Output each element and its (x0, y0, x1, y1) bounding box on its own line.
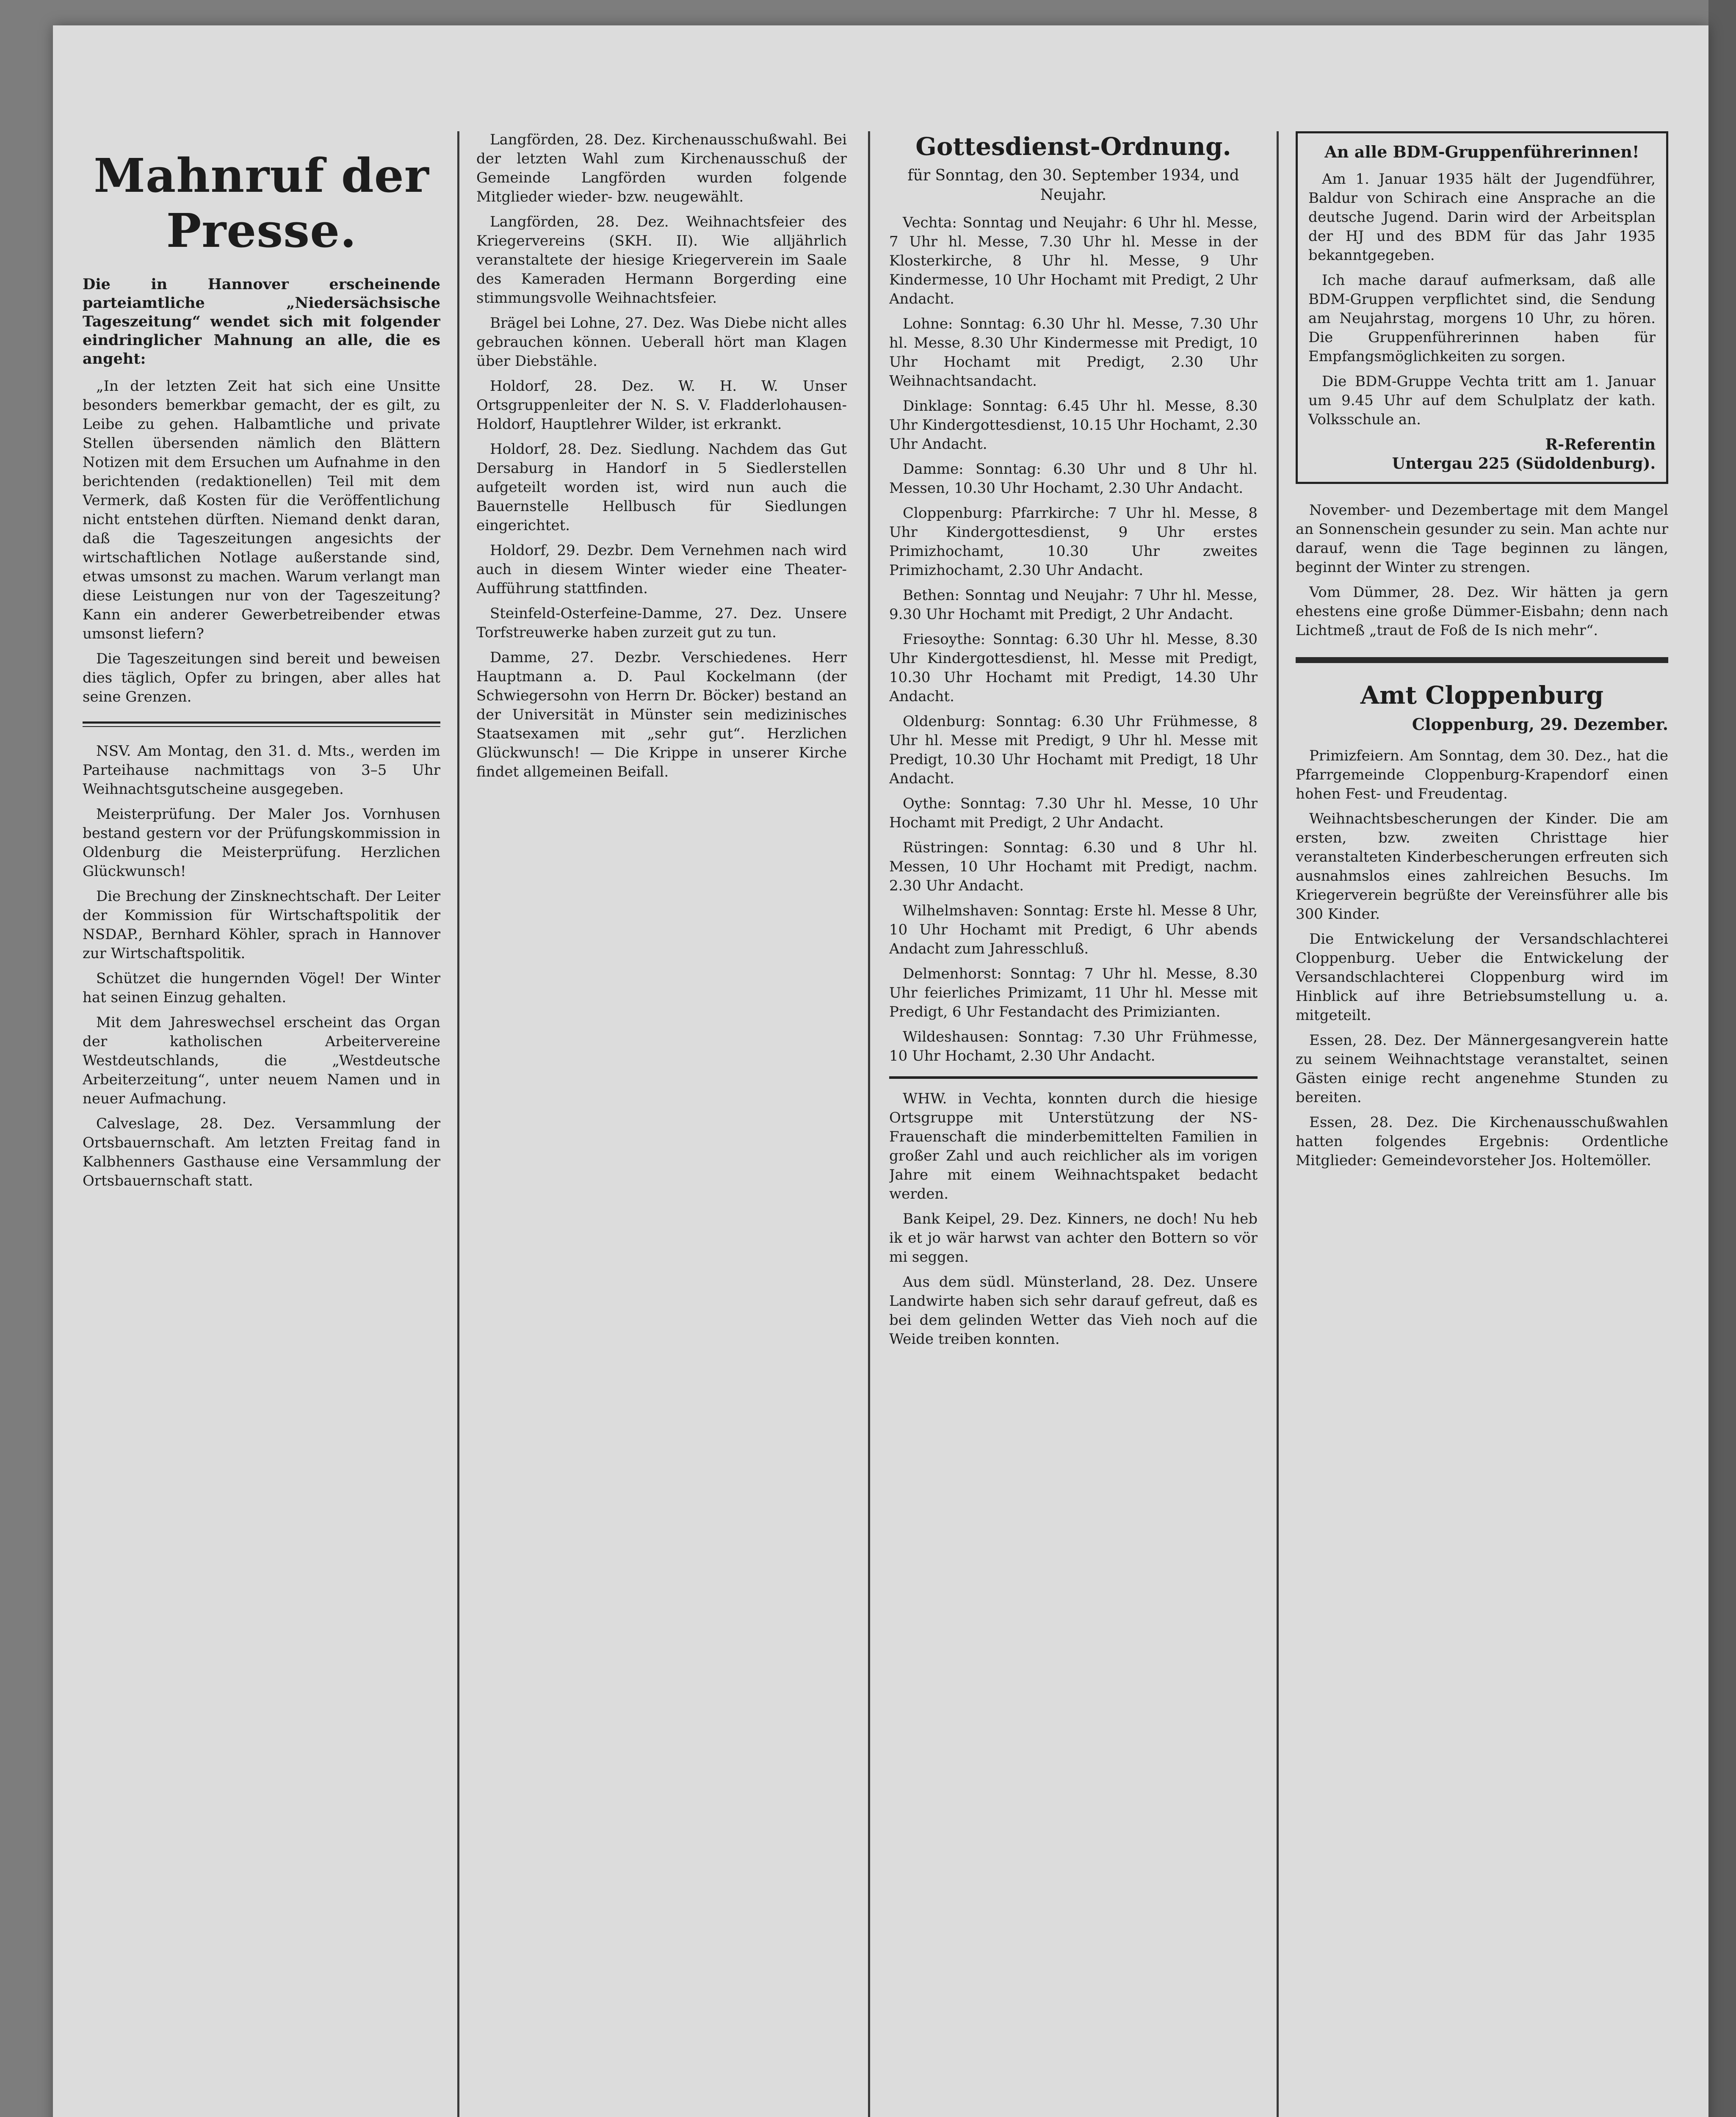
service-entry: Friesoythe: Sonntag: 6.30 Uhr hl. Messe, 8.30 Uhr Kindergottesdienst, hl. Messe mit Predigt, 10.30 Uhr Hochamt mit Predigt, 14.30 Uhr Andacht. (889, 631, 1258, 705)
service-entry: Rüstringen: Sonntag: 6.30 und 8 Uhr hl. Messen, 10 Uhr Hochamt mit Predigt, nachm. 2.30 Uhr Andacht. (889, 839, 1258, 894)
column-rule (457, 131, 459, 2117)
column-3 (889, 123, 1258, 2117)
section-divider (889, 1076, 1258, 1079)
news-item: Holdorf, 29. Dezbr. Dem Vernehmen nach wird auch in diesem Winter wieder eine Theater-Aufführung stattfinden. (476, 542, 847, 597)
news-item: Mit dem Jahreswechsel erscheint das Organ der katholischen Arbeitervereine Westdeutschlands, die „Westdeutsche Arbeiterzeitung“, unter neuem Namen und in neuer Aufmachung. (83, 1014, 440, 1107)
page-edge-shadow (1708, 0, 1736, 2117)
news-item: Die Brechung der Zinsknechtschaft. Der Leiter der Kommission für Wirtschaftspolitik der NSDAP., Bernhard Köhler, sprach in Hannover zur Wirtschaftspolitik. (83, 888, 440, 962)
heading-gottesdienst: Gottesdienst-Ordnung. (915, 132, 1231, 161)
column-1 (83, 123, 440, 2117)
dateline: Cloppenburg, 29. Dezember. (1412, 715, 1668, 734)
news-item: Damme, 27. Dezbr. Verschiedenes. Herr Hauptmann a. D. Paul Kockelmann (der Schwiegersohn von Herrn Dr. Böcker) bestand an der Universität in Münster sein medizinisches Staatsexamen mit „sehr gut“. Herzlichen Glückwunsch! — Die Krippe in unserer Kirche findet allgemeinen Beifall. (476, 649, 847, 780)
service-entry: Damme: Sonntag: 6.30 Uhr und 8 Uhr hl. Messen, 10.30 Uhr Hochamt, 2.30 Uhr Andacht. (889, 461, 1258, 497)
article-paragraph: „In der letzten Zeit hat sich eine Unsitte besonders bemerkbar gemacht, der es gilt, zu Leibe zu gehen. Halbamtliche und private Stellen übersenden nämlich den Blättern Notizen mit dem Ersuchen um Aufnahme in den berichtenden (redaktionellen) Teil mit dem Vermerk, daß Kosten für die Veröffentlichung nicht entstehen dürften. Niemand denkt daran, daß die Tageszeitungen angesichts der wirtschaftlichen Notlage außerstande sind, etwas umsonst zu machen. Warum verlangt man diese Leistungen nur von der Tageszeitung? Kann ein anderer Gewerbetreibender etwas umsonst liefern? (83, 378, 440, 642)
heading-amt-cloppenburg: Amt Cloppenburg (1360, 681, 1604, 710)
service-entry: Oldenburg: Sonntag: 6.30 Uhr Frühmesse, 8 Uhr hl. Messe mit Predigt, 9 Uhr hl. Messe mit Predigt, 10.30 Uhr Hochamt mit Predigt, 18 Uhr Andacht. (889, 713, 1258, 787)
news-item: Essen, 28. Dez. Die Kirchenausschußwahlen hatten folgendes Ergebnis: Ordentliche Mitglieder: Gemeindevorsteher Jos. Holtemöller. (1296, 1114, 1668, 1169)
service-entry: Wilhelmshaven: Sonntag: Erste hl. Messe 8 Uhr, 10 Uhr Hochamt mit Predigt, 6 Uhr abends Andacht zum Jahresschluß. (889, 902, 1258, 957)
news-item: Steinfeld-Osterfeine-Damme, 27. Dez. Unsere Torfstreuwerke haben zurzeit gut zu tun. (476, 605, 847, 641)
news-item: Essen, 28. Dez. Der Männergesangverein hatte zu seinem Weihnachtstage veranstaltet, seinen Gästen einige recht angenehme Stunden zu bereiten. (1296, 1032, 1668, 1106)
service-entry: Dinklage: Sonntag: 6.45 Uhr hl. Messe, 8.30 Uhr Kindergottesdienst, 10.15 Uhr Hochamt, 2.30 Uhr Andacht. (889, 398, 1258, 453)
news-item: Die Entwickelung der Versandschlachterei Cloppenburg. Ueber die Entwickelung der Versandschlachterei Cloppenburg wird im Hinblick auf ihre Betriebsumstellung u. a. mitgeteilt. (1296, 931, 1668, 1024)
column-4 (1296, 123, 1668, 2117)
section-divider (1296, 657, 1668, 663)
news-item: Schützet die hungernden Vögel! Der Winter hat seinen Einzug gehalten. (83, 970, 440, 1006)
service-entry: Wildeshausen: Sonntag: 7.30 Uhr Frühmesse, 10 Uhr Hochamt, 2.30 Uhr Andacht. (889, 1028, 1258, 1064)
article-paragraph: Die Tageszeitungen sind bereit und beweisen dies täglich, Opfer zu bringen, aber alles hat seine Grenzen. (83, 650, 440, 705)
service-entry: Oythe: Sonntag: 7.30 Uhr hl. Messe, 10 Uhr Hochamt mit Predigt, 2 Uhr Andacht. (889, 795, 1258, 831)
news-item: Bank Keipel, 29. Dez. Kinners, ne doch! Nu heb ik et jo wär harwst van achter den Bottern so vör mi seggen. (889, 1211, 1258, 1266)
news-item: Langförden, 28. Dez. Weihnachtsfeier des Kriegervereins (SKH. II). Wie alljährlich veranstaltete der hiesige Kriegerverein im Saale des Kameraden Hermann Borgerding eine stimmungsvolle Weihnachtsfeier. (476, 213, 847, 307)
column-rule (868, 131, 870, 2117)
notice-paragraph: Ich mache darauf aufmerksam, daß alle BDM-Gruppen verpflichtet sind, die Sendung am Neujahrstag, morgens 10 Uhr, zu hören. Die Gruppenführerinnen haben für Empfangsmöglichkeiten zu sorgen. (1308, 272, 1656, 365)
news-item: Holdorf, 28. Dez. Siedlung. Nachdem das Gut Dersaburg in Handorf in 5 Siedlerstellen aufgeteilt worden ist, wird nun auch die Bauernstelle Hellbusch für Siedlungen eingerichtet. (476, 441, 847, 534)
news-item: NSV. Am Montag, den 31. d. Mts., werden im Parteihause nachmittags von 3–5 Uhr Weihnachtsgutscheine ausgegeben. (83, 743, 440, 798)
service-entry: Lohne: Sonntag: 6.30 Uhr hl. Messe, 7.30 Uhr hl. Messe, 8.30 Uhr Kindermesse mit Predigt, 10 Uhr Hochamt mit Predigt, 2.30 Uhr Weihnachtsandacht. (889, 315, 1258, 390)
subheading-gottesdienst: für Sonntag, den 30. September 1934, und Neujahr. (907, 167, 1239, 204)
news-item: Vom Dümmer, 28. Dez. Wir hätten ja gern ehestens eine große Dümmer-Eisbahn; denn nach Lichtmeß „traut de Foß de Is nich mehr“. (1296, 584, 1668, 639)
headline-mahnruf: Mahnruf der Presse. (94, 148, 429, 258)
bdm-notice-box (1296, 131, 1668, 484)
news-item: Aus dem südl. Münsterland, 28. Dez. Unsere Landwirte haben sich sehr darauf gefreut, daß es bei dem gelinden Wetter das Vieh noch auf die Weide treiben konnten. (889, 1274, 1258, 1348)
notice-paragraph: Am 1. Januar 1935 hält der Jugendführer, Baldur von Schirach eine Ansprache an die deutsche Jugend. Darin wird der Arbeitsplan der HJ und des BDM für das Jahr 1935 bekanntgegeben. (1308, 171, 1656, 264)
section-divider (83, 721, 440, 727)
service-entry: Vechta: Sonntag und Neujahr: 6 Uhr hl. Messe, 7 Uhr hl. Messe, 7.30 Uhr hl. Messe in der Klosterkirche, 8 Uhr hl. Messe, 9 Uhr Kindermesse, 10 Uhr Hochamt mit Predigt, 2 Uhr Andacht. (889, 214, 1258, 307)
column-2 (476, 123, 847, 2117)
service-entry: Bethen: Sonntag und Neujahr: 7 Uhr hl. Messe, 9.30 Uhr Hochamt mit Predigt, 2 Uhr Andacht. (889, 587, 1258, 623)
news-item: WHW. in Vechta, konnten durch die hiesige Ortsgruppe mit Unterstützung der NS-Frauenschaft die minderbemittelten Familien in großer Zahl und auch reichlicher als im vorigen Jahre mit einem Weihnachtspaket bedacht werden. (889, 1090, 1258, 1202)
news-item: November- und Dezembertage mit dem Mangel an Sonnenschein gesunder zu sein. Man achte nur darauf, wenn die Tage beginnen zu längen, beginnt der Winter zu strengen. (1296, 502, 1668, 576)
news-item: Primizfeiern. Am Sonntag, dem 30. Dez., hat die Pfarrgemeinde Cloppenburg-Krapendorf einen hohen Fest- und Freudentag. (1296, 747, 1668, 802)
news-item: Langförden, 28. Dez. Kirchenausschußwahl. Bei der letzten Wahl zum Kirchenausschuß der Gemeinde Langförden wurden folgende Mitglieder wieder- bzw. neugewählt. (476, 131, 847, 205)
news-item: Weihnachtsbescherungen der Kinder. Die am ersten, bzw. zweiten Christtage hier veranstalteten Kinderbescherungen erfreuten sich ausnahmslos eines zahlreichen Besuchs. Im Kriegerverein begrüßte der Vereinsführer alle bis 300 Kinder. (1296, 810, 1668, 923)
service-entry: Cloppenburg: Pfarrkirche: 7 Uhr hl. Messe, 8 Uhr Kindergottesdienst, 9 Uhr erstes Primizhochamt, 10.30 Uhr zweites Primizhochamt, 2.30 Uhr Andacht. (889, 505, 1258, 579)
service-entry: Delmenhorst: Sonntag: 7 Uhr hl. Messe, 8.30 Uhr feierliches Primizamt, 11 Uhr hl. Messe mit Predigt, 6 Uhr Festandacht des Primizianten. (889, 965, 1258, 1020)
column-rule (1277, 131, 1279, 2117)
lead-paragraph: Die in Hannover erscheinende parteiamtliche „Niedersächsische Tageszeitung“ wendet sich mit folgender eindringlicher Mahnung an alle, die es angeht: (83, 276, 440, 368)
signature-line: Untergau 225 (Südoldenburg). (1392, 455, 1656, 473)
signature-line: R-Referentin (1545, 436, 1656, 453)
news-item: Brägel bei Lohne, 27. Dez. Was Diebe nicht alles gebrauchen können. Ueberall hört man Klagen über Diebstähle. (476, 315, 847, 370)
news-item: Meisterprüfung. Der Maler Jos. Vornhusen bestand gestern vor der Prüfungskommission in Oldenburg die Meisterprüfung. Herzlichen Glückwunsch! (83, 806, 440, 880)
news-item: Calveslage, 28. Dez. Versammlung der Ortsbauernschaft. Am letzten Freitag fand in Kalbhenners Gasthause eine Versammlung der Ortsbauernschaft statt. (83, 1115, 440, 1189)
news-item: Holdorf, 28. Dez. W. H. W. Unser Ortsgruppenleiter der N. S. V. Fladderlohausen-Holdorf, Hauptlehrer Wilder, ist erkrankt. (476, 378, 847, 433)
newspaper-page (53, 25, 1708, 2117)
notice-paragraph: Die BDM-Gruppe Vechta tritt am 1. Januar um 9.45 Uhr auf dem Schulplatz der kath. Volksschule an. (1308, 373, 1656, 428)
heading-bdm: An alle BDM-Gruppenführerinnen! (1324, 142, 1639, 161)
